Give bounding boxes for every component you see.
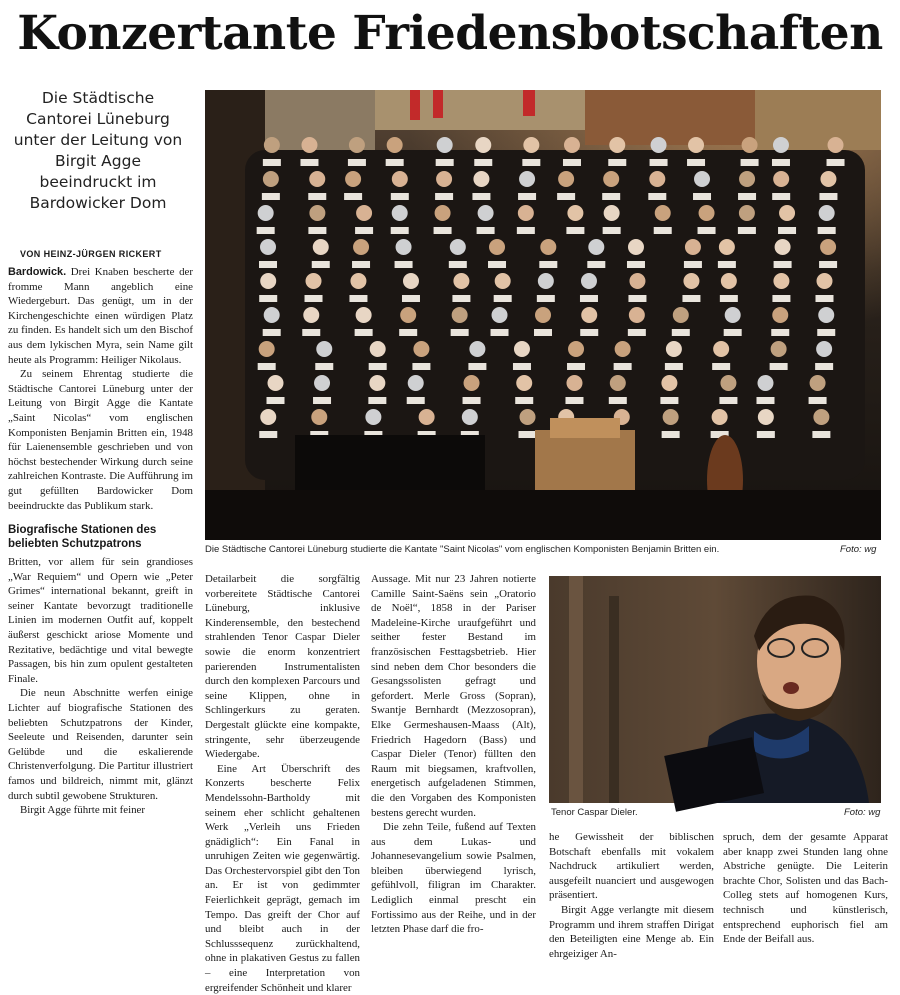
choir-image — [205, 90, 881, 540]
choir-photo — [205, 90, 881, 540]
paragraph: Die neun Abschnitte werfen einige Lichter auf biografische Stationen des beliebten Schutzpatrons der Kinder, Seeleute und Reisenden, darunter sein Gelübde und die eskalierende Christenverfolgung. Die Partitur illustriert famos und bildreich, nimmt mit, glänzt durch subtil gewobene Strukturen. — [8, 687, 193, 802]
photo-credit: Foto: wg — [840, 544, 877, 555]
headline: Konzertante Friedensbotschaften — [17, 6, 883, 61]
paragraph: spruch, dem der gesamte Apparat aber knapp zwei Stunden lang ohne Abstriche genügte. Die Leiterin brachte Chor, Solisten und das Bach-Colleg stets auf homogenen Kurs, technisch und künstlerisch, entsprechend euphorisch fiel am Ende der Beifall aus. — [723, 831, 888, 946]
paragraph: Eine Art Überschrift des Konzerts bescherte Felix Mendelssohn-Bartholdy mit seinem eher schlicht gehaltenen Werk „Verleih uns Frieden gnädiglich“: Ein Fanal in unruhigen Zeiten wie gegenwärtig. Das Orchestervorspiel gibt den Ton an. Er ist von gedimmter Feierlichkeit geprägt, gemach im Tempo. Das greift der Chor auf und bleibt auch in der Schlusssequenz zurückhaltend, ohne in plakativen Gestus zu fallen – eine Interpretation von ergreifender Schönheit und klarer — [205, 762, 360, 994]
article-column-1 — [8, 265, 193, 977]
paragraph: Aussage. Mit nur 23 Jahren notierte Camille Saint-Saëns sein „Oratorio de Noël“, 1858 in der Pariser Madeleine-Kirche uraufgeführt und seither fester Bestand im französischen Festtagsbetrieb. Hier sind neben dem Chor besonders die Gesangssolisten gefragt und gefordert. Merle Gross (Sopran), Swantje Bernhardt (Mezzosopran), Elke Germeshausen-Maass (Alt), Friedrich Hagedorn (Bass) und Caspar Dieler (Tenor) füllten den Raum mit biegsamen, kraftvollen, energetisch aufgeladenen Stimmen, die den Vorgaben des Komponisten bestens gerecht wurden. — [371, 573, 536, 819]
paragraph: Britten, vor allem für sein grandioses „War Requiem“ und Opern wie „Peter Grimes“ international bekannt, greift in seiner Kantate bevorzugt traditionelle Linien im modernen Outfit auf, koppelt äußerst geschickt ariose Momente und Rezitative, bedächtige und vital bewegte Passagen, bis hin zum opulent gestalteten Finale. — [8, 556, 193, 685]
paragraph: Die zehn Teile, fußend auf Texten aus dem Lukas- und Johannesevangelium sowie Psalmen, bleiben überwiegend lyrisch, gefühlvoll, filigran im Charakter. Lediglich einmal prescht ein Fortissimo aus der Reihe, und in der letzten Phase darf die fro- — [371, 821, 536, 936]
paragraph: Detailarbeit die sorgfältig vorbereitete Städtische Cantorei Lüneburg, inklusive Kinderensemble, den bestechend strahlenden Tenor Caspar Dieler sowie die enorm konzentriert parierenden Instrumentalisten durch den komplexen Parcours und seine Klippen, ohne in Schlingerkurs zu geraten. Dergestalt glückte eine kompakte, stringente, sehr überzeugende Wiedergabe. — [205, 573, 360, 761]
paragraph: Birgit Agge verlangte mit diesem Programm und ihrem straffen Dirigat den Beteiligten eine Menge ab. Ein ehrgeiziger An- — [549, 903, 714, 960]
article-column-5 — [723, 830, 888, 975]
article-column-3 — [371, 572, 536, 972]
subhead: Die Städtische Cantorei Lüneburg unter der Leitung von Birgit Agge beeindruckt im Bardowicker Dom — [13, 89, 183, 212]
paragraph: Zu seinem Ehrentag studierte die Städtische Cantorei Lüneburg unter der Leitung von Birgit Agge die Kantate „Saint Nicolas“ vom englischen Komponisten Benjamin Britten ein, 1948 für Laienensemble geschrieben und von höchst bestechender Wirkung durch seine zahlreichen Kontraste. Die Aufführung im gut gefüllten Bardowicker Dom beeindruckte das Publikum stark. — [8, 368, 193, 512]
photo-caption: Tenor Caspar Dieler. — [551, 807, 638, 818]
dateline: Bardowick. — [8, 266, 67, 278]
byline: VON HEINZ-JÜRGEN RICKERT — [20, 249, 162, 259]
paragraph: he Gewissheit der biblischen Botschaft ebenfalls mit vokalem Nachdruck artikuliert werden, ausgefeilt nuanciert und ausgewogen präsentiert. — [549, 831, 714, 902]
tenor-photo — [549, 576, 881, 803]
photo-caption: Die Städtische Cantorei Lüneburg studierte die Kantate "Saint Nicolas" vom englischen Komponisten Benjamin Britten ein. — [205, 544, 720, 555]
article-column-4 — [549, 830, 714, 975]
photo-credit: Foto: wg — [844, 807, 881, 818]
article-column-2 — [205, 572, 360, 994]
paragraph: Birgit Agge führte mit feiner — [20, 804, 146, 817]
paragraph: Drei Knaben bescherte der fromme Mann angeblich eine Wiedergeburt. Das genügt, um in der Kirchengeschichte einen würdigen Platz zu finden. Es handelt sich um den Bischof aus dem lykischen Myra, sein Name gilt heute als Programm: Heiliger Nikolaus. — [8, 266, 193, 366]
section-heading: Biografische Stationen des beliebten Schutzpatrons — [8, 524, 157, 551]
tenor-image — [549, 576, 881, 803]
